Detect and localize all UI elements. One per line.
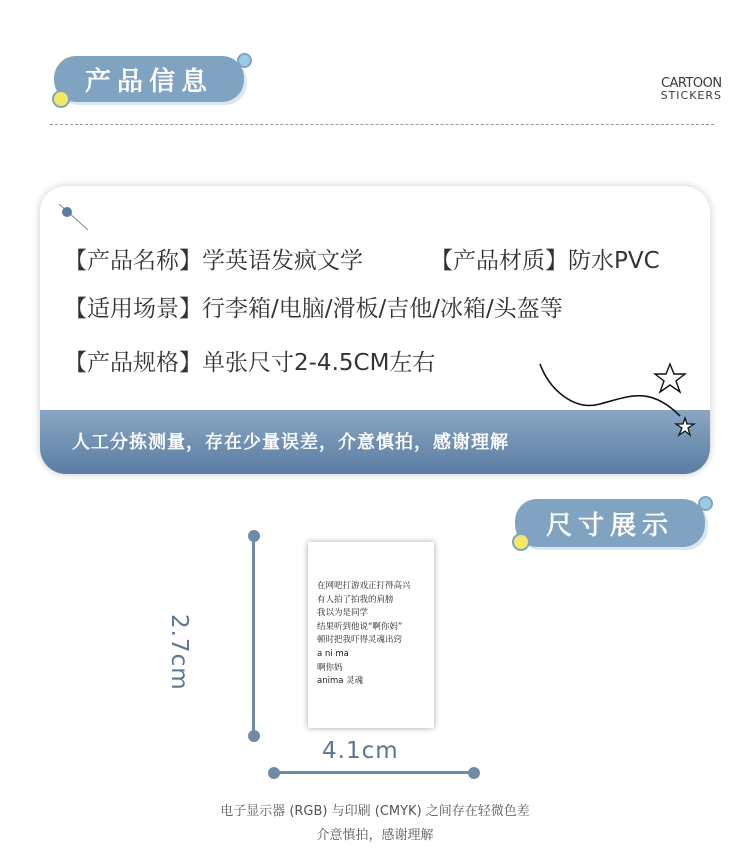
material-value: 防水PVC [568, 248, 660, 274]
caution-note: 介意慎拍，感谢理解 [316, 828, 434, 843]
spec-label: 【产品规格】 [64, 350, 202, 376]
section-title: 产品信息 [84, 66, 213, 97]
decor-dot-icon [237, 53, 252, 68]
product-material-row [430, 242, 660, 275]
sticker-line: 顿时把我吓得灵魂出窍 [317, 635, 403, 646]
sticker-line: 啊你妈 [317, 662, 343, 673]
dimension-endpoint [268, 767, 280, 779]
sticker-line: 我以为是同学 [317, 608, 369, 619]
material-label: 【产品材质】 [430, 248, 568, 274]
name-label: 【产品名称】 [64, 248, 202, 274]
spec-row [64, 344, 435, 377]
sticker-text [317, 580, 411, 689]
usage-label: 【适用场景】 [64, 296, 202, 322]
size-section-title: 尺寸展示 [545, 510, 674, 541]
product-name-row [64, 242, 363, 275]
product-info-card [40, 186, 710, 474]
sticker-line: 结果听到他说“啊你妈” [317, 621, 403, 632]
sticker-line: anima 灵魂 [317, 676, 364, 687]
color-difference-note: 电子显示器 (RGB) 与印刷 (CMYK) 之间存在轻微色差 [220, 804, 530, 819]
brand-line-1: CARTOON [660, 76, 722, 91]
decor-dot-icon [698, 496, 713, 511]
height-dimension-line [252, 536, 255, 736]
decor-line-icon [58, 202, 92, 234]
height-label: 2.7cm [166, 614, 192, 691]
sticker-sample [308, 542, 434, 728]
dimension-endpoint [468, 767, 480, 779]
notice-text: 人工分拣测量，存在少量误差，介意慎拍，感谢理解 [72, 432, 509, 453]
section-header-size [515, 499, 705, 547]
width-label: 4.1cm [322, 738, 399, 764]
dimension-endpoint [248, 730, 260, 742]
divider [50, 124, 714, 125]
section-header-product-info [54, 56, 244, 102]
dimension-endpoint [248, 530, 260, 542]
usage-value: 行李箱/电脑/滑板/吉他/冰箱/头盔等 [202, 296, 563, 322]
usage-row [64, 290, 563, 323]
width-dimension-line [274, 771, 474, 774]
spec-value: 单张尺寸2-4.5CM左右 [202, 350, 436, 376]
sticker-line: 在网吧打游戏正打得高兴 [317, 581, 411, 591]
brand-logo [661, 78, 722, 102]
name-value: 学英语发疯文学 [202, 248, 363, 274]
star-doodle-icon [530, 356, 700, 466]
sticker-line: 有人拍了拍我的肩膀 [317, 594, 394, 605]
decor-dot-icon [512, 533, 530, 551]
decor-dot-icon [52, 90, 70, 108]
brand-line-2: STICKERS [660, 89, 722, 102]
sticker-line: a ni ma [317, 648, 349, 659]
